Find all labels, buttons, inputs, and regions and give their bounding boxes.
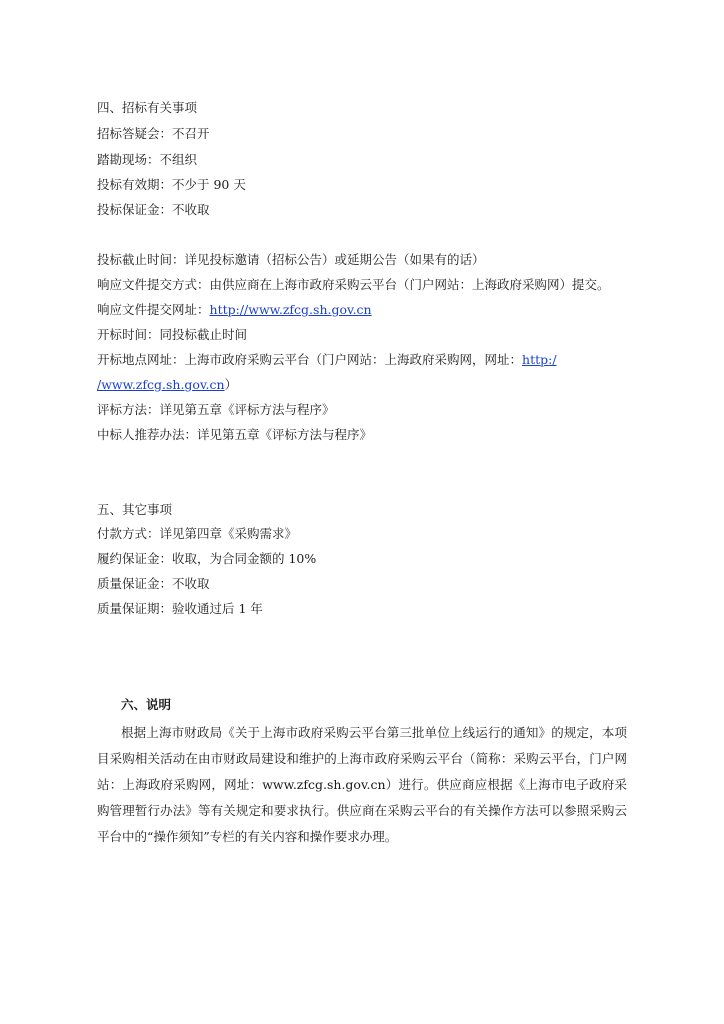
open-place-line [97,352,557,368]
section4-heading: 四、招标有关事项 [97,100,198,115]
open-place-link-part2[interactable]: /www.zfcg.sh.gov.cn [97,377,225,392]
warranty-period: 质量保证期：验收通过后 1 年 [97,601,263,616]
eval-method: 评标方法：详见第五章《评标方法与程序》 [97,402,335,417]
qa-meeting: 招标答疑会：不召开 [97,126,210,141]
open-place-label: 开标地点网址：上海市政府采购云平台（门户网站：上海政府采购网，网址： [97,352,523,367]
submit-url-line [97,302,372,318]
section6-paragraph: 根据上海市财政局《关于上海市政府采购云平台第三批单位上线运行的通知》的规定，本项目采购相关活动在由市财政局建设和维护的上海市政府采购云平台（简称：采购云平台，门户网站：上海政府采购网，网址：www.zfcg.sh.gov.cn）进行。供应商应根据《上海市电子政府采购管理暂行办法》等有关规定和要求执行。供应商在采购云平台的有关操作方法可以参照采购云平台中的“操作须知”专栏的有关内容和操作要求办理。 [97,725,627,844]
bid-bond: 投标保证金：不收取 [97,202,210,217]
open-place-link-part1[interactable]: http:/ [522,352,557,367]
submit-url-link[interactable]: http://www.zfcg.sh.gov.cn [209,302,372,317]
bid-validity: 投标有效期：不少于 90 天 [97,177,246,192]
section6-heading: 六、说明 [121,697,172,712]
performance-bond: 履约保证金：收取，为合同金额的 10% [97,551,317,566]
open-place-line-2 [97,377,237,393]
open-time: 开标时间：同投标截止时间 [97,327,248,342]
bid-deadline: 投标截止时间：详见投标邀请（招标公告）或延期公告（如果有的话） [97,252,485,267]
section5-heading: 五、其它事项 [97,502,173,517]
open-place-close: ） [224,377,238,392]
site-visit: 踏勘现场：不组织 [97,152,198,167]
payment-method: 付款方式：详见第四章《采购需求》 [97,526,298,541]
submit-url-label: 响应文件提交网址： [97,302,210,317]
quality-bond: 质量保证金：不收取 [97,576,210,591]
winner-method: 中标人推荐办法：详见第五章《评标方法与程序》 [97,427,373,442]
submit-method: 响应文件提交方式：由供应商在上海市政府采购云平台（门户网站：上海政府采购网）提交。 [97,277,610,292]
